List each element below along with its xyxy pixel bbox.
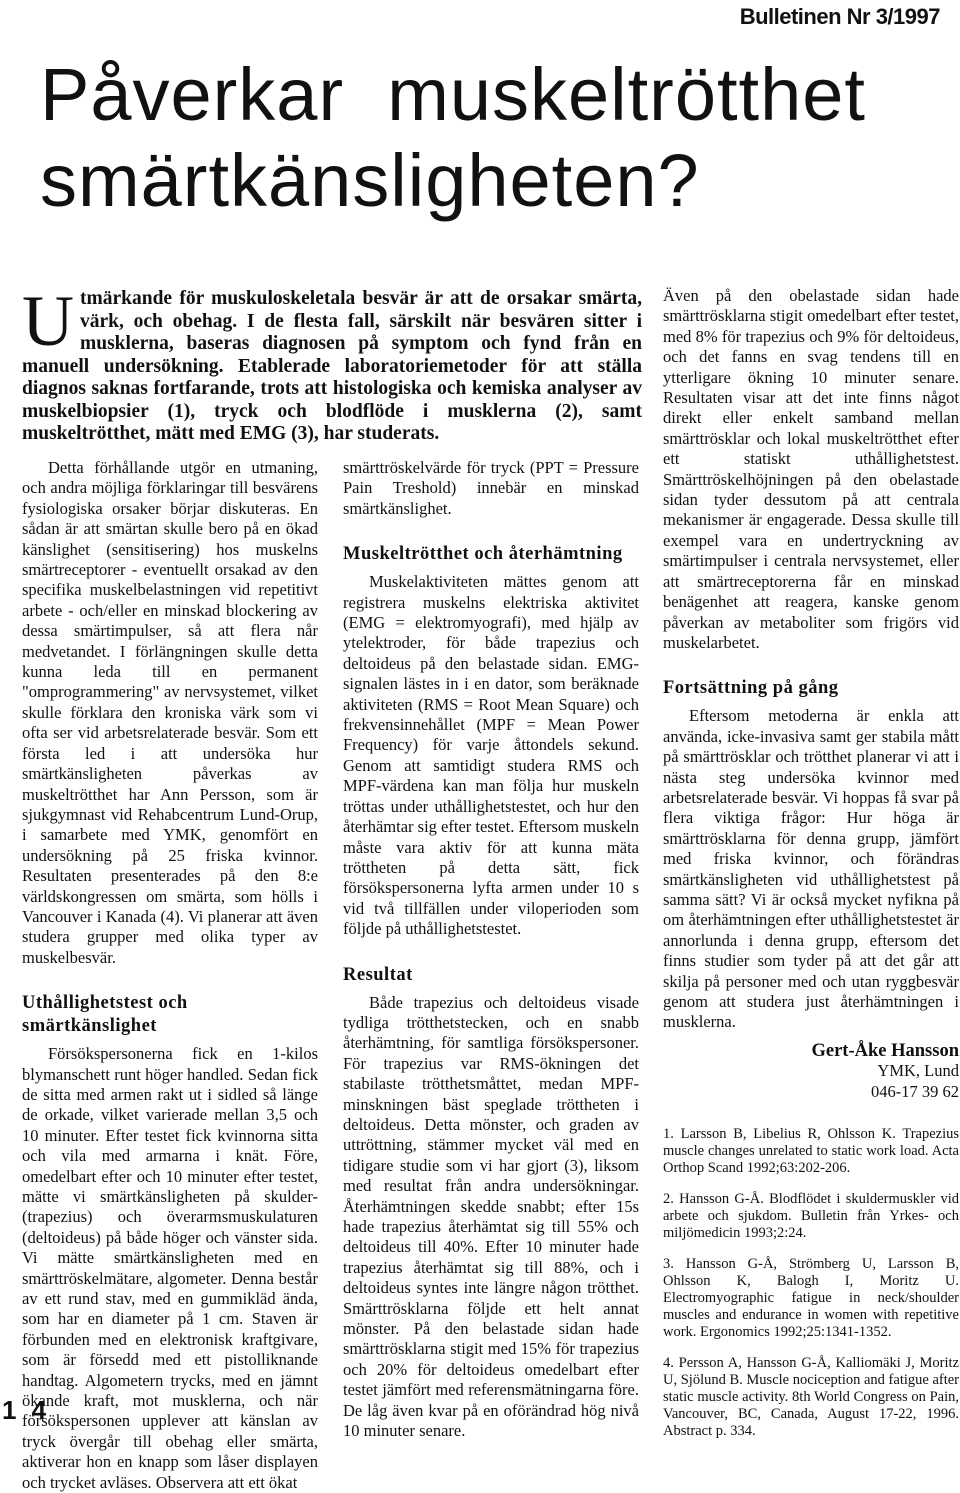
title-line-1: Påverkar muskeltrötthet bbox=[40, 53, 866, 136]
section-heading: Muskeltrötthet och återhämtning bbox=[343, 544, 623, 565]
paragraph: Detta förhållande utgör en utmaning, och andra möjliga förklaringar till besvärens fysiologiska orsaker börjar diskuteras. En sådan är att smärtan skulle bero på en ökad känslighet (sensitisering) hos muskelns smärtreceptorer - eventuellt orsakad av den specifika muskelbelastningen vid repetitivt arbete - och/eller en minskad blockering av dessa smärtimpulser, så att flera når medvetandet. I förlängningen skulle detta kunna leda till en permanent "omprogrammering" av nervsystemet, vilket skulle förklara den kroniska värk som vi ofta ser vid arbetsrelaterade besvär. Som ett första led i att undersöka hur smärtkänsligheten påverkas av muskeltrötthet har Ann Persson, som är sjukgymnast vid Rehabcentrum Lund-Orup, i samarbete med YMK, genomfört en undersökning på 25 friska kvinnor. Resultaten presenterades på den 8:e världskongressen om smärta, som hölls i Vancouver i Kanada (4). Vi planerar att även studera grupper med olika typer av muskelbesvär. bbox=[22, 458, 318, 967]
publication-header: Bulletinen Nr 3/1997 bbox=[739, 4, 940, 29]
reference-list bbox=[663, 1126, 959, 1440]
column-3 bbox=[663, 286, 959, 1454]
drop-cap: U bbox=[22, 281, 74, 361]
paragraph: Även på den obelastade sidan hade smärttrösklarna stigit omedelbart efter testet, med 8% för trapezius och 9% för deltoideus, och det fanns en svag tendens till en ytterligare ökning 10 minuter senare. Resultaten visar att det inte finns något direkt eller enkelt samband mellan smärttrösklar och lokal muskeltrötthet efter ett statiskt uthållighetstest. Smärttröskelhöjningen på den obelastade sidan tyder dessutom på att centrala mekanismer är engagerade. Dessa skulle till exempel vara en undertryckning av smärtimpulser i centrala nervsystemet, eller att smärtreceptorerna får en minskad benägenhet att reagera, kanske genom påverkan av metaboliter som frigörs vid muskelarbetet. bbox=[663, 286, 959, 652]
lead-paragraph bbox=[22, 281, 642, 446]
paragraph: Muskelaktiviteten mättes genom att registrera muskelns elektriska aktivitet (EMG = elektromyografi), med hjälp av ytelektroder, för både trapezius och deltoideus på den belastade sidan. EMG-signalen lästes in i en dator, som beräknade aktiviteten (RMS = Root Mean Square) och frekvensinnehållet (MPF = Mean Power Frequency) för varje åttondels sekund. Genom att samtidigt studera RMS och MPF-värdena kan man följa hur muskeln tröttas under uthållighetstestet, och hur den återhämtar sig efter testet. Eftersom muskeln måste vara aktiv för att kunna mäta tröttheten på detta sätt, fick försökspersonerna lyfta armen under 10 s vid två tillfällen under viloperioden som följde på uthållighetstestet. bbox=[343, 572, 639, 939]
paragraph: Försökspersonerna fick en 1-kilos blymanschett runt höger handled. Sedan fick de sitta med armen rakt ut i sidled så länge de orkade, vilket varierade mellan 3,5 och 10 minuter. Efter testet fick kvinnorna sitta och vila med armarna i knät. Före, omedelbart efter och 10 minuter efter testet, mätte vi smärtkänsligheten på skulder- (trapezius) och överarmsmuskulaturen (deltoideus) på både höger och vänster sida. Vi mätte smärtkänsligheten med en smärttröskelmätare, algometer. Denna består av ett rund stav, med en gummikläd ända, som har en diameter på 1 cm. Staven är förbunden med en elektronisk kraftgivare, som är försedd med ett pistolliknande handtag. Algometern trycks, med en jämnt ökande kraft, mot musklerna, och när försökspersonen upplever att känslan av tryck övergår till obehag eller smärta, aktiverar hon en knapp som låser displayen och trycket avläses. Observera att ett ökat bbox=[22, 1044, 318, 1492]
author-name: Gert-Åke Hansson bbox=[811, 1040, 959, 1061]
author-phone: 046-17 39 62 bbox=[871, 1081, 959, 1101]
page-number: 1 4 bbox=[2, 1395, 51, 1425]
paragraph: Eftersom metoderna är enkla att använda, icke-invasiva samt ger stabila mått på smärttrösklar och trötthet planerar vi att i nästa steg undersöka kvinnor med arbetsrelaterade besvär. Vi hoppas få svar på flera viktiga frågor: Hur höga är smärttrösklarna för denna grupp, jämfört med friska kvinnor, och förändras smärtkänsligheten vid uthållighetstest på samma sätt? Vi är också mycket nyfikna på om återhämtningen efter uthållighetstestet är annorlunda i denna grupp, eftersom det finns studier som tyder på att det går att skilja på personer med och utan ryggbesvär genom att studera just återhämtningen i musklerna. bbox=[663, 706, 959, 1032]
article-title bbox=[40, 52, 940, 224]
title-line-2: smärtkänsligheten? bbox=[40, 139, 700, 222]
author-signature bbox=[663, 1041, 959, 1102]
author-org: YMK, Lund bbox=[877, 1061, 959, 1081]
column-2 bbox=[343, 458, 639, 1441]
lead-text: tmärkande för muskuloskeletala besvär är att de orsakar smärta, värk, och obehag. I de flesta fall, särskilt när besvären sitter i musklerna, baseras diagnosen på symptom och fynd från en manuell undersökning. Etablerade laboratoriemetoder för att ställa diagnos saknas fortfarande, trots att histologiska och kemiska analyser av muskelbiopsier (1), tryck och blodflöde i musklerna (2), samt muskeltrötthet, mätt med EMG (3), har studerats. bbox=[22, 288, 642, 444]
reference-item: 4. Persson A, Hansson G-Å, Kalliomäki J, Moritz U, Sjölund B. Muscle nociception and fatigue after static muscle activity. 8th World Congress on Pain, Vancouver, BC, Canada, August 17-22, 1996. Abstract p. 334. bbox=[663, 1355, 959, 1440]
reference-item: 3. Hansson G-Å, Strömberg U, Larsson B, Ohlsson K, Balogh I, Moritz U. Electromyographic fatigue in neck/shoulder muscles and endurance in women with repetitive work. Ergonomics 1992;25:1341-1352. bbox=[663, 1256, 959, 1341]
reference-item: 2. Hansson G-Å. Blodflödet i skuldermuskler vid arbete och sjukdom. Bulletin från Yrkes- och miljömedicin 1993;2:24. bbox=[663, 1191, 959, 1242]
section-heading: Uthållighetstest och smärtkänslighet bbox=[22, 993, 188, 1037]
reference-item: 1. Larsson B, Libelius R, Ohlsson K. Trapezius muscle changes unrelated to static work load. Acta Orthop Scand 1992;63:202-206. bbox=[663, 1126, 959, 1177]
paragraph: Både trapezius och deltoideus visade tydliga trötthetstecken, och en snabb återhämtning, för samtliga försökspersoner. För trapezius var RMS-ökningen det stabilaste trötthetsmåttet, medan MPF-minskningen bäst speglade tröttheten i deltoideus. Detta mönster, och graden av uttröttning, stämmer mycket väl med en tidigare studie som vi har gjort (3), liksom med resultat från andra undersökningar. Återhämtningen skedde snabbt; efter 15s hade trapezius återhämtat sig till 55% och deltoideus till 40%. Efter 10 minuter hade trapezius återhämtat sig till 88%, och i deltoideus syntes inte längre någon trötthet. Smärttrösklarna följde ett helt annat mönster. På den belastade sidan hade smärttrösklarna stigit med 15% för trapezius och 20% för deltoideus omedelbart efter testet jämfört med referensmätningarna före. De låg även kvar på en oförändrad hög nivå 10 minuter senare. bbox=[343, 992, 639, 1441]
paragraph: smärttröskelvärde för tryck (PPT = Pressure Pain Treshold) innebär en minskad smärtkänslighet. bbox=[343, 458, 639, 518]
section-heading: Resultat bbox=[343, 964, 413, 985]
section-heading: Fortsättning på gång bbox=[663, 678, 839, 699]
column-1 bbox=[22, 458, 318, 1493]
